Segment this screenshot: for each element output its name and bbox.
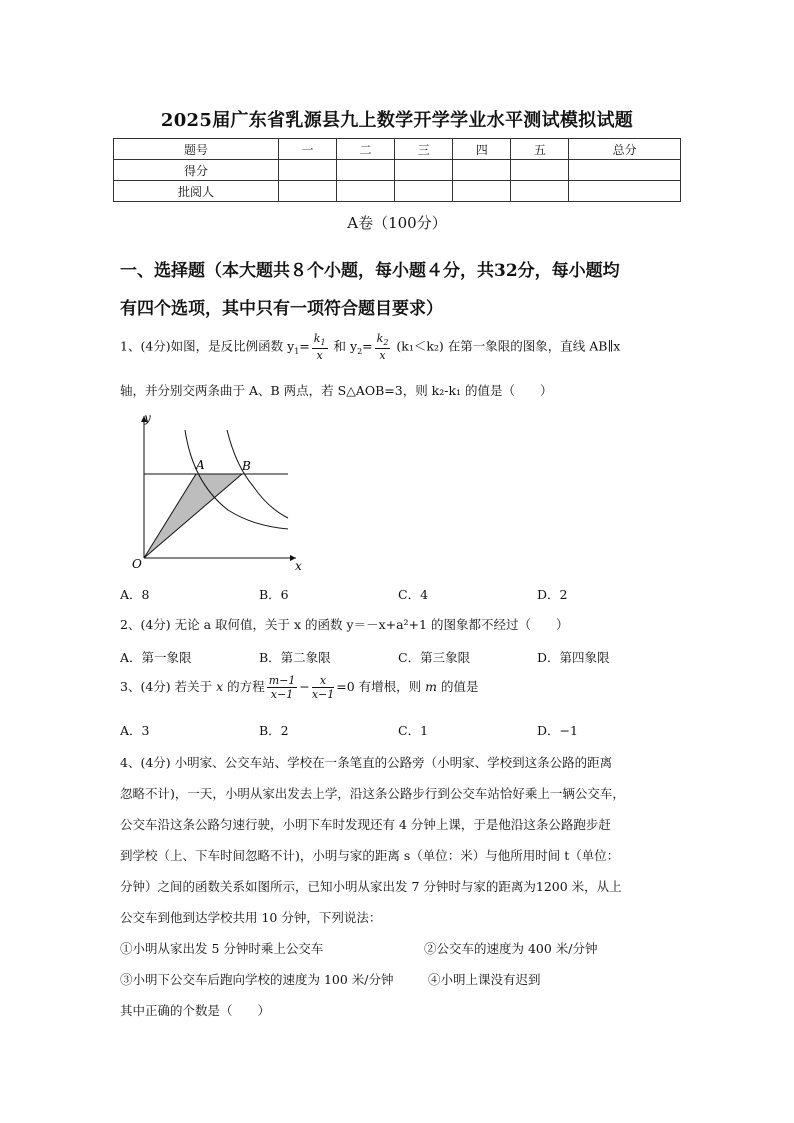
q2-option-d[interactable]: D．第四象限: [537, 650, 610, 665]
score-table: [113, 138, 681, 202]
table-cell: [395, 160, 453, 181]
page-title: 2025届广东省乳源县九上数学开学学业水平测试模拟试题: [160, 110, 634, 131]
q4-line: 4、(4分) 小明家、公交车站、学校在一条笔直的公路旁（小明家、学校到这条公路的距离: [120, 755, 613, 770]
q3-option-a[interactable]: A．3: [120, 723, 150, 738]
q4-line: 忽略不计)，一天，小明从家出发去上学，沿这条公路步行到公交车站恰好乘上一辆公交车，: [120, 786, 625, 801]
frac-num: k: [313, 332, 321, 345]
q1-option-a[interactable]: A．8: [120, 587, 150, 602]
q3-text: =0 有增根，则: [336, 679, 422, 694]
q4-statement-4: ④小明上课没有迟到: [428, 972, 541, 987]
q2-text: 2、(4分) 无论 a 取何值，关于 x 的函数 y＝－x+a²+1 的图象都不经过（ ）: [120, 617, 569, 632]
frac-den: x: [316, 349, 323, 363]
part1-heading-line2: 有四个选项，其中只有一项符合题目要求）: [120, 299, 443, 319]
q1-figure: [128, 408, 308, 573]
q1-text: 1、(4分)如图，是反比例函数 y: [120, 338, 295, 354]
table-cell: [337, 160, 395, 181]
q3-text: 3、(4分) 若关于: [120, 679, 213, 694]
q3-text: 的值是: [440, 679, 479, 694]
table-cell: [569, 160, 681, 181]
q4-line: 到学校（上、下车时间忽略不计)，小明与家的距离 s（单位：米）与他所用时间 t（单位：: [120, 848, 620, 863]
table-cell: 二: [337, 139, 395, 160]
label-o: O: [132, 557, 142, 571]
frac-num: m−1: [268, 674, 296, 687]
table-row: [114, 181, 681, 202]
q4-statement-2: ②公交车的速度为 400 米/分钟: [424, 941, 598, 956]
q1-text: (k₁＜k₂) 在第一象限的图象，直线 AB∥x: [392, 338, 621, 354]
q1-option-d[interactable]: D．2: [537, 587, 568, 602]
q3-var: m: [425, 679, 437, 694]
q3-option-d[interactable]: D．−1: [537, 723, 578, 738]
table-cell: 五: [511, 139, 569, 160]
q4-statement-3: ③小明下公交车后跑向学校的速度为 100 米/分钟: [120, 972, 394, 987]
table-cell: [453, 160, 511, 181]
table-cell: [395, 181, 453, 202]
table-cell: 题号: [114, 139, 279, 160]
table-cell: 四: [453, 139, 511, 160]
q1-sub: 2: [357, 347, 363, 357]
q1-line2: 轴，并分别交两条曲于 A、B 两点，若 S△AOB=3，则 k₂-k₁ 的值是（ ）: [120, 383, 553, 398]
table-cell: [511, 160, 569, 181]
table-cell: [337, 181, 395, 202]
table-cell: 总分: [569, 139, 681, 160]
q2-option-a[interactable]: A．第一象限: [120, 650, 192, 665]
table-cell: 批阅人: [114, 181, 279, 202]
q4-line: 公交车到他到达学校共用 10 分钟，下列说法：: [120, 910, 382, 925]
fraction-k2-over-x: [375, 333, 391, 361]
q4-statement-1: ①小明从家出发 5 分钟时乘上公交车: [120, 941, 324, 956]
fraction-1: [267, 675, 298, 700]
q4-question: 其中正确的个数是（ ）: [120, 1003, 271, 1018]
frac-sub: 2: [383, 338, 389, 348]
table-cell: [511, 181, 569, 202]
q1-line1: [120, 333, 620, 361]
q1-option-c[interactable]: C．4: [398, 587, 429, 602]
q3-option-c[interactable]: C．1: [398, 723, 429, 738]
q3-option-b[interactable]: B．2: [259, 723, 289, 738]
triangle-aob: [144, 474, 242, 558]
q1-text: =: [299, 338, 310, 354]
table-cell: [279, 181, 337, 202]
frac-den: x: [379, 349, 386, 363]
label-b: B: [242, 459, 251, 473]
frac-den: x−1: [311, 688, 335, 701]
q1-text: =: [362, 338, 373, 354]
frac-num: k: [376, 332, 384, 345]
table-cell: 三: [395, 139, 453, 160]
q3-text: 的方程: [227, 679, 265, 694]
label-y: y: [144, 411, 151, 425]
q4-line: 分钟）之间的函数关系如图所示，已知小明从家出发 7 分钟时与家的距离为1200 米，从上: [120, 879, 622, 894]
q2-option-b[interactable]: B．第二象限: [259, 650, 331, 665]
table-cell: 一: [279, 139, 337, 160]
frac-sub: 1: [320, 338, 326, 348]
fraction-k1-over-x: [312, 333, 328, 361]
q3-line: [120, 675, 479, 700]
frac-den: x−1: [270, 688, 294, 701]
q3-text: −: [299, 679, 310, 694]
table-cell: [453, 181, 511, 202]
label-x: x: [295, 559, 302, 573]
label-a: A: [196, 458, 205, 472]
q2-option-c[interactable]: C．第三象限: [398, 650, 471, 665]
q1-sub: 1: [294, 347, 300, 357]
q1-option-b[interactable]: B．6: [259, 587, 289, 602]
q3-var: x: [216, 679, 224, 694]
q4-line: 公交车沿这条公路匀速行驶，小明下车时发现还有 4 分钟上课，于是他沿这条公路跑步赶: [120, 817, 611, 832]
table-row: [114, 139, 681, 160]
part1-heading-line1: 一、选择题（本大题共８个小题，每小题４分，共32分，每小题均: [120, 261, 620, 281]
table-cell: [279, 160, 337, 181]
q1-text: 和 y: [329, 338, 358, 354]
fraction-2: [312, 675, 334, 700]
section-a-heading: A卷（100分）: [347, 214, 447, 232]
table-cell: 得分: [114, 160, 279, 181]
table-row: [114, 160, 681, 181]
frac-num: x: [312, 675, 334, 688]
table-cell: [569, 181, 681, 202]
